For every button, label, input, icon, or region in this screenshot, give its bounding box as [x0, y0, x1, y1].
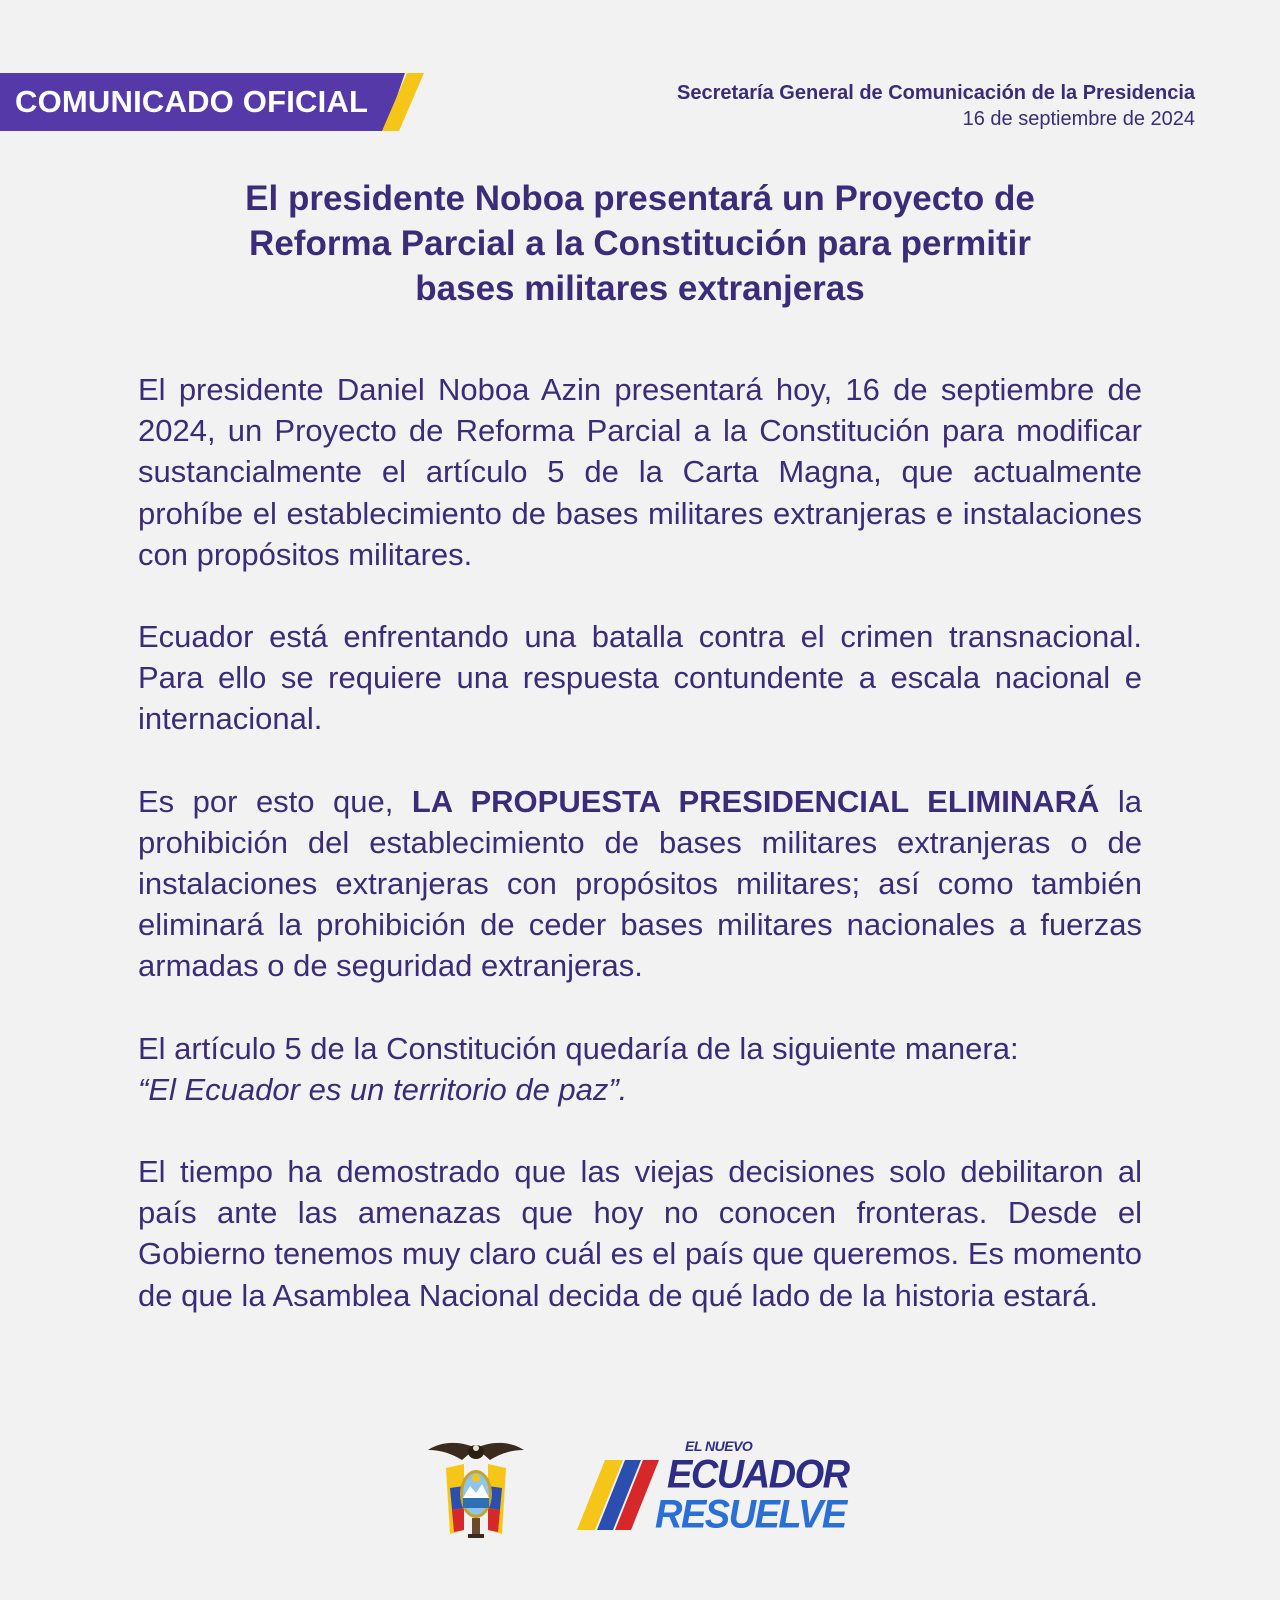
page-title — [140, 176, 1140, 311]
paragraph-3-rest: la prohibición del establecimiento de bases militares extranjeras o de instalaciones extranjeras con propósitos militares; así como también eliminará la prohibición de ceder bases militares nacionales a fuerzas armadas o de seguridad extranjeras. — [138, 783, 1142, 984]
brand-line-2: RESUELVE — [655, 1492, 846, 1538]
title-line: bases militares extranjeras — [415, 269, 865, 308]
organization-name: Secretaría General de Comunicación de la Presidencia — [677, 82, 1195, 104]
paragraph-1: El presidente Daniel Noboa Azin presentará hoy, 16 de septiembre de 2024, un Proyecto de Reforma Parcial a la Constitución para modificar sustancialmente el artículo 5 de la Carta Magna, que actualmente prohíbe el establecimiento de bases militares extranjeras e instalaciones con propósitos militares. — [138, 372, 1142, 572]
paragraph-3-intro: Es por esto que, — [138, 783, 412, 819]
paragraph-3-emphasis: LA PROPUESTA PRESIDENCIAL ELIMINARÁ — [411, 783, 1100, 819]
constitution-quote: “El Ecuador es un territorio de paz”. — [138, 1071, 628, 1107]
statement-body — [138, 369, 1142, 1316]
publication-date: 16 de septiembre de 2024 — [962, 108, 1195, 130]
paragraph-5: El tiempo ha demostrado que las viejas decisiones solo debilitaron al país ante las amenazas que hoy no conocen fronteras. Desde el Gobierno tenemos muy claro cuál es el país que queremos. Es momento de que la Asamblea Nacional decida de qué lado de la historia estará. — [138, 1154, 1142, 1313]
badge-label: COMUNICADO OFICIAL — [15, 84, 369, 119]
comunicado-badge — [0, 73, 400, 131]
title-line: Reforma Parcial a la Constitución para permitir — [249, 224, 1031, 263]
brand-line-1: ECUADOR — [667, 1452, 849, 1498]
brand-small-text: EL NUEVO — [685, 1438, 753, 1454]
paragraph-4 — [138, 1028, 1142, 1110]
paragraph-2: Ecuador está enfrentando una batalla contra el crimen transnacional. Para ello se requiere una respuesta contundente a escala nacional e internacional. — [138, 619, 1142, 737]
paragraph-4-text: El artículo 5 de la Constitución quedaría de la siguiente manera: — [138, 1030, 1019, 1066]
coat-of-arms-icon — [428, 1438, 524, 1544]
brand-logo — [575, 1438, 849, 1542]
paragraph-3 — [138, 781, 1142, 987]
title-line: El presidente Noboa presentará un Proyecto de — [245, 179, 1035, 218]
header-meta — [677, 80, 1195, 132]
footer-logos — [0, 1438, 1280, 1558]
